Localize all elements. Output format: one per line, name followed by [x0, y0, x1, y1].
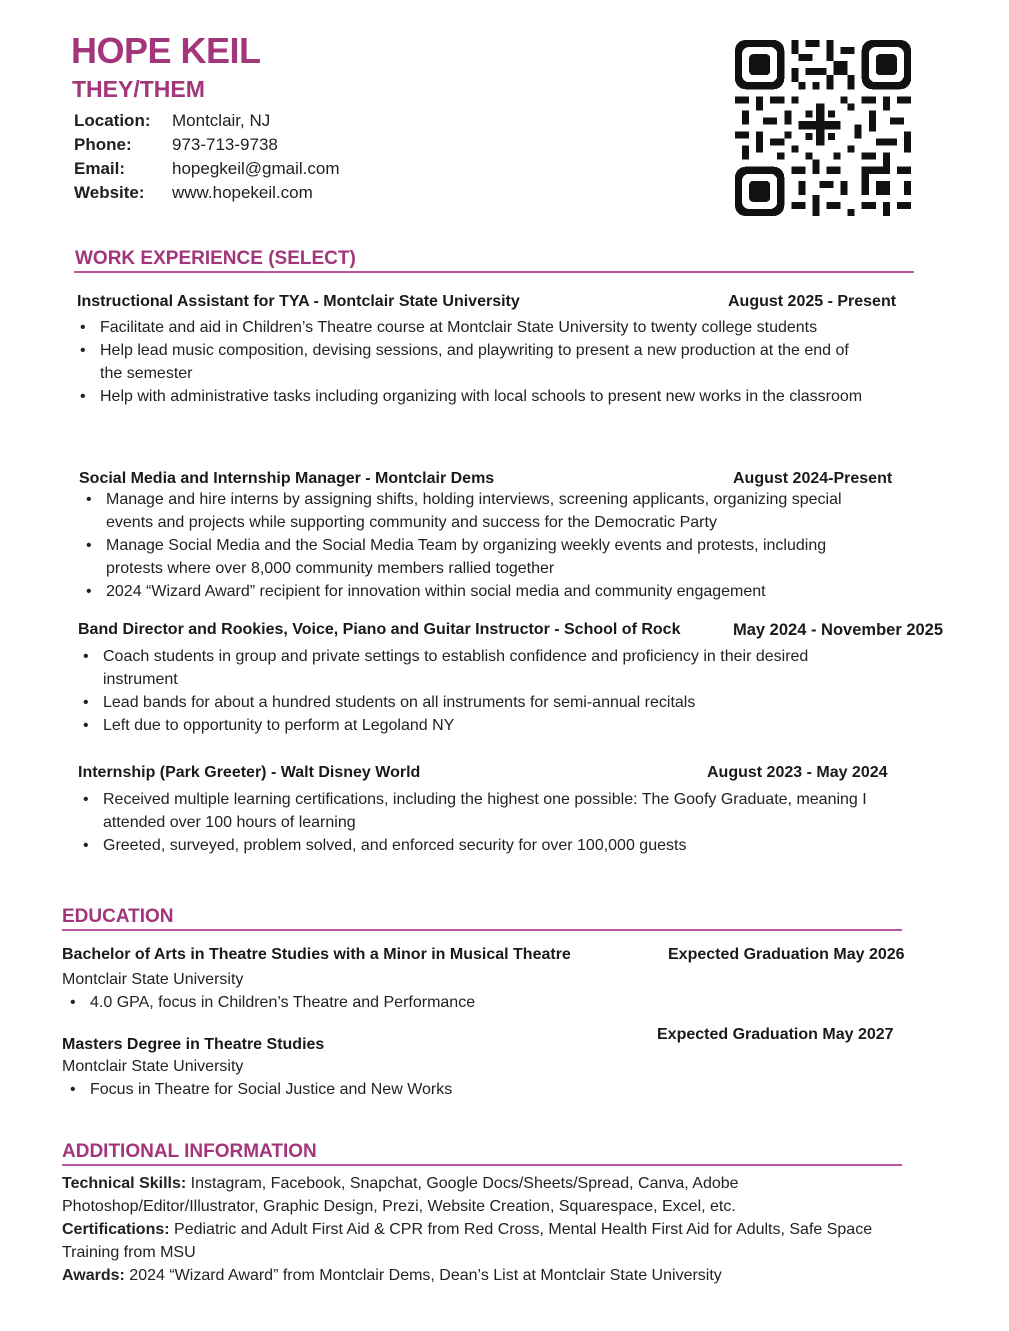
list-item: • Lead bands for about a hundred students on all instruments for semi-annual recitals: [79, 691, 869, 714]
resume-name: HOPE KEIL: [71, 30, 261, 71]
list-item: • Manage Social Media and the Social Media Team by organizing weekly events and protests, including protests where over 8,000 community members rallied together: [82, 534, 882, 580]
section-divider: [62, 929, 902, 931]
degree-title: Masters Degree in Theatre Studies: [62, 1036, 325, 1053]
job-bullets: [82, 488, 882, 603]
section-title-education: EDUCATION: [62, 906, 174, 927]
qr-code-icon: [735, 40, 911, 216]
contact-email: [74, 157, 340, 181]
list-item: • Received multiple learning certifications, including the highest one possible: The Goofy Graduate, meaning I attended over 100 hours of learning: [79, 788, 894, 834]
list-item: • Coach students in group and private settings to establish confidence and proficiency in their desired instrument: [79, 645, 869, 691]
info-text: 2024 “Wizard Award” from Montclair Dems, Dean’s List at Montclair State University: [124, 1267, 722, 1284]
pronouns: THEY/THEM: [72, 76, 205, 102]
job-title: Internship (Park Greeter) - Walt Disney World: [78, 764, 421, 781]
job-bullets: [79, 645, 869, 737]
list-item: • Left due to opportunity to perform at Legoland NY: [79, 714, 869, 737]
list-item: • Focus in Theatre for Social Justice and New Works: [66, 1078, 766, 1101]
section-divider: [62, 1164, 902, 1166]
list-item: • 2024 “Wizard Award” recipient for innovation within social media and community engagement: [82, 580, 882, 603]
list-item: • 4.0 GPA, focus in Children’s Theatre and Performance: [66, 991, 766, 1014]
job-date: May 2024 - November 2025: [733, 621, 944, 639]
list-item: • Help lead music composition, devising sessions, and playwriting to present a new production at the end of the semester: [76, 339, 866, 385]
list-item: • Facilitate and aid in Children’s Theatre course at Montclair State University to twenty college students: [76, 316, 866, 339]
section-title-work: WORK EXPERIENCE (SELECT): [75, 248, 356, 269]
list-item: • Greeted, surveyed, problem solved, and enforced security for over 100,000 guests: [79, 834, 894, 857]
contact-info: [74, 109, 340, 205]
info-label: Awards:: [62, 1267, 125, 1284]
job-date: August 2023 - May 2024: [707, 764, 888, 781]
job-title: Instructional Assistant for TYA - Montclair State University: [77, 293, 520, 310]
job-bullets: [76, 316, 866, 408]
additional-technical-skills: [62, 1172, 872, 1218]
contact-value: hopegkeil@gmail.com: [172, 159, 340, 178]
job-title: Social Media and Internship Manager - Montclair Dems: [79, 470, 495, 487]
job-bullets: [79, 788, 894, 857]
list-item: • Help with administrative tasks including organizing with local schools to present new works in the classroom: [76, 385, 866, 408]
contact-label: Email:: [74, 159, 126, 178]
degree-title: Bachelor of Arts in Theatre Studies with a Minor in Musical Theatre: [62, 946, 571, 963]
list-item: • Manage and hire interns by assigning shifts, holding interviews, screening applicants, organizing special events and projects while supporting community and success for the Democratic Party: [82, 488, 882, 534]
contact-label: Website:: [74, 183, 145, 202]
contact-label: Phone:: [74, 135, 132, 154]
contact-label: Location:: [74, 111, 151, 130]
degree-bullets: [66, 991, 766, 1014]
school-name: Montclair State University: [62, 1058, 244, 1075]
contact-value: www.hopekeil.com: [172, 183, 313, 202]
school-name: Montclair State University: [62, 971, 244, 988]
info-label: Technical Skills:: [62, 1175, 187, 1192]
section-divider: [74, 271, 914, 273]
degree-date: Expected Graduation May 2026: [668, 946, 905, 963]
job-title: Band Director and Rookies, Voice, Piano and Guitar Instructor - School of Rock: [78, 621, 681, 638]
info-label: Certifications:: [62, 1221, 170, 1238]
contact-phone: [74, 133, 340, 157]
additional-certifications: [62, 1218, 892, 1264]
contact-value: 973-713-9738: [172, 135, 278, 154]
contact-value: Montclair, NJ: [172, 111, 271, 130]
degree-date: Expected Graduation May 2027: [657, 1026, 894, 1043]
contact-website: [74, 181, 340, 205]
additional-awards: [62, 1264, 922, 1287]
job-date: August 2024-Present: [733, 470, 893, 487]
info-text: Instagram, Facebook, Snapchat, Google Docs/Sheets/Spread, Canva, Adobe Photoshop/Editor/Illustrator, Graphic Design, Prezi, Website Creation, Squarespace, Excel, etc.: [62, 1175, 739, 1215]
info-text: Pediatric and Adult First Aid & CPR from Red Cross, Mental Health First Aid for Adults, Safe Space Training from MSU: [62, 1221, 873, 1261]
section-title-additional: ADDITIONAL INFORMATION: [62, 1141, 317, 1162]
contact-location: [74, 109, 340, 133]
degree-bullets: [66, 1078, 766, 1101]
job-date: August 2025 - Present: [728, 293, 897, 310]
